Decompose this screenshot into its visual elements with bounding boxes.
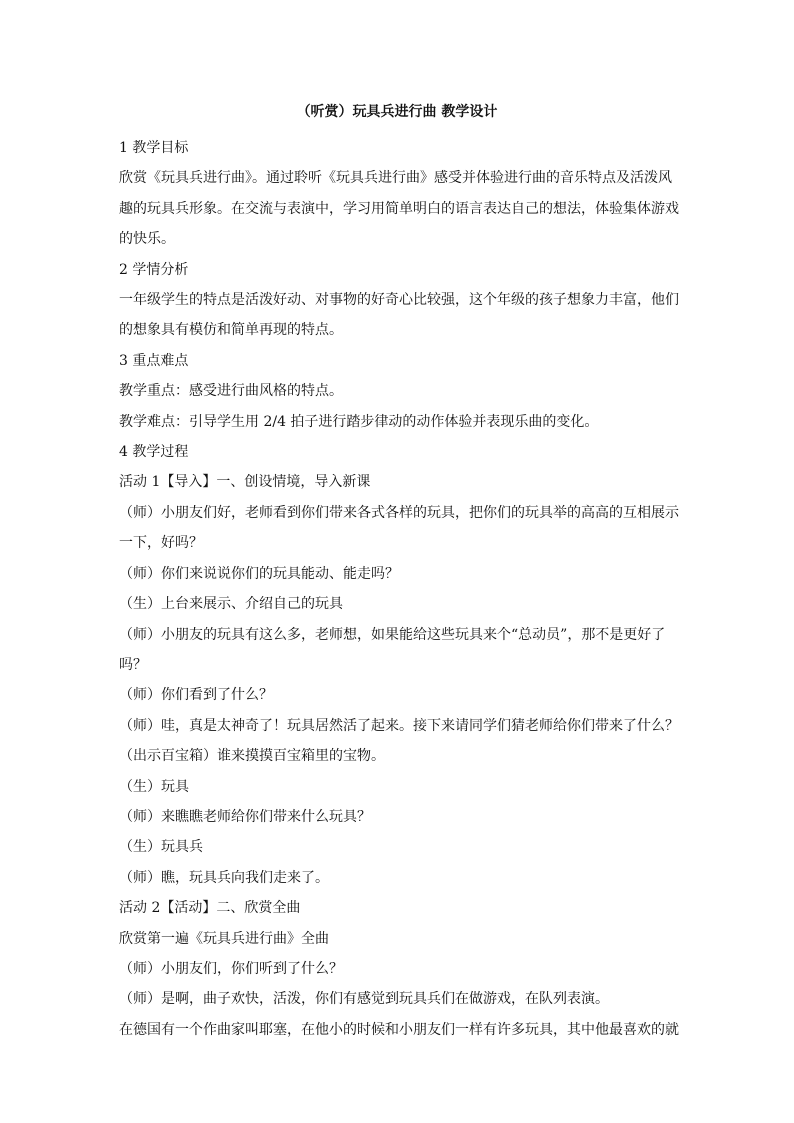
paragraph-key-point: 教学重点：感受进行曲风格的特点。 bbox=[119, 383, 343, 400]
paragraph-composer: 在德国有一个作曲家叫耶塞，在他小的时候和小朋友们一样有许多玩具，其中他最喜欢的就 bbox=[119, 1021, 679, 1038]
paragraph-analysis: 一年级学生的特点是活泼好动、对事物的好奇心比较强，这个年级的孩子想象力丰富，他们的想象具有模仿和简单再现的特点。 bbox=[119, 292, 679, 339]
document-body bbox=[119, 133, 679, 1045]
document-title: （听赏）玩具兵进行曲 教学设计 bbox=[296, 104, 498, 120]
section-heading-process: 4 教学过程 bbox=[119, 444, 189, 461]
section-heading-key-points: 3 重点难点 bbox=[119, 352, 189, 369]
paragraph-objectives: 欣赏《玩具兵进行曲》。通过聆听《玩具兵进行曲》感受并体验进行曲的音乐特点及活泼风趣的玩具兵形象。在交流与表演中，学习用简单明白的语言表达自己的想法，体验集体游戏的快乐。 bbox=[119, 170, 679, 248]
paragraph-difficulty: 教学难点：引导学生用 2/4 拍子进行踏步律动的动作体验并表现乐曲的变化。 bbox=[119, 413, 599, 430]
dialogue-line: （师）你们看到了什么？ bbox=[119, 687, 273, 704]
dialogue-line: （师）小朋友们，你们听到了什么？ bbox=[119, 960, 343, 977]
dialogue-line: （师）瞧，玩具兵向我们走来了。 bbox=[119, 869, 329, 886]
section-heading-objectives: 1 教学目标 bbox=[119, 140, 189, 156]
dialogue-line: （师）是啊，曲子欢快，活泼，你们有感觉到玩具兵们在做游戏，在队列表演。 bbox=[119, 991, 609, 1008]
dialogue-line: （师）小朋友的玩具有这么多，老师想，如果能给这些玩具来个“总动员”，那不是更好了吗？ bbox=[119, 626, 666, 673]
dialogue-line: （生）上台来展示、介绍自己的玩具 bbox=[119, 596, 343, 613]
activity-2-heading: 活动 2【活动】二、欣赏全曲 bbox=[119, 900, 301, 917]
dialogue-line: （师）你们来说说你们的玩具能动、能走吗？ bbox=[119, 565, 399, 582]
dialogue-line: （生）玩具兵 bbox=[119, 839, 203, 856]
paragraph-listening: 欣赏第一遍《玩具兵进行曲》全曲 bbox=[119, 930, 329, 947]
section-heading-analysis: 2 学情分析 bbox=[119, 261, 189, 278]
dialogue-line: （出示百宝箱）谁来摸摸百宝箱里的宝物。 bbox=[119, 748, 385, 765]
activity-1-heading: 活动 1【导入】一、创设情境，导入新课 bbox=[119, 474, 371, 491]
dialogue-line: （师）哇，真是太神奇了！玩具居然活了起来。接下来请同学们猜老师给你们带来了什么？ bbox=[119, 717, 679, 734]
dialogue-line: （师）来瞧瞧老师给你们带来什么玩具？ bbox=[119, 808, 371, 825]
dialogue-line: （生）玩具 bbox=[119, 778, 189, 795]
dialogue-line: （师）小朋友们好，老师看到你们带来各式各样的玩具，把你们的玩具举的高高的互相展示一下，好吗？ bbox=[119, 504, 679, 552]
